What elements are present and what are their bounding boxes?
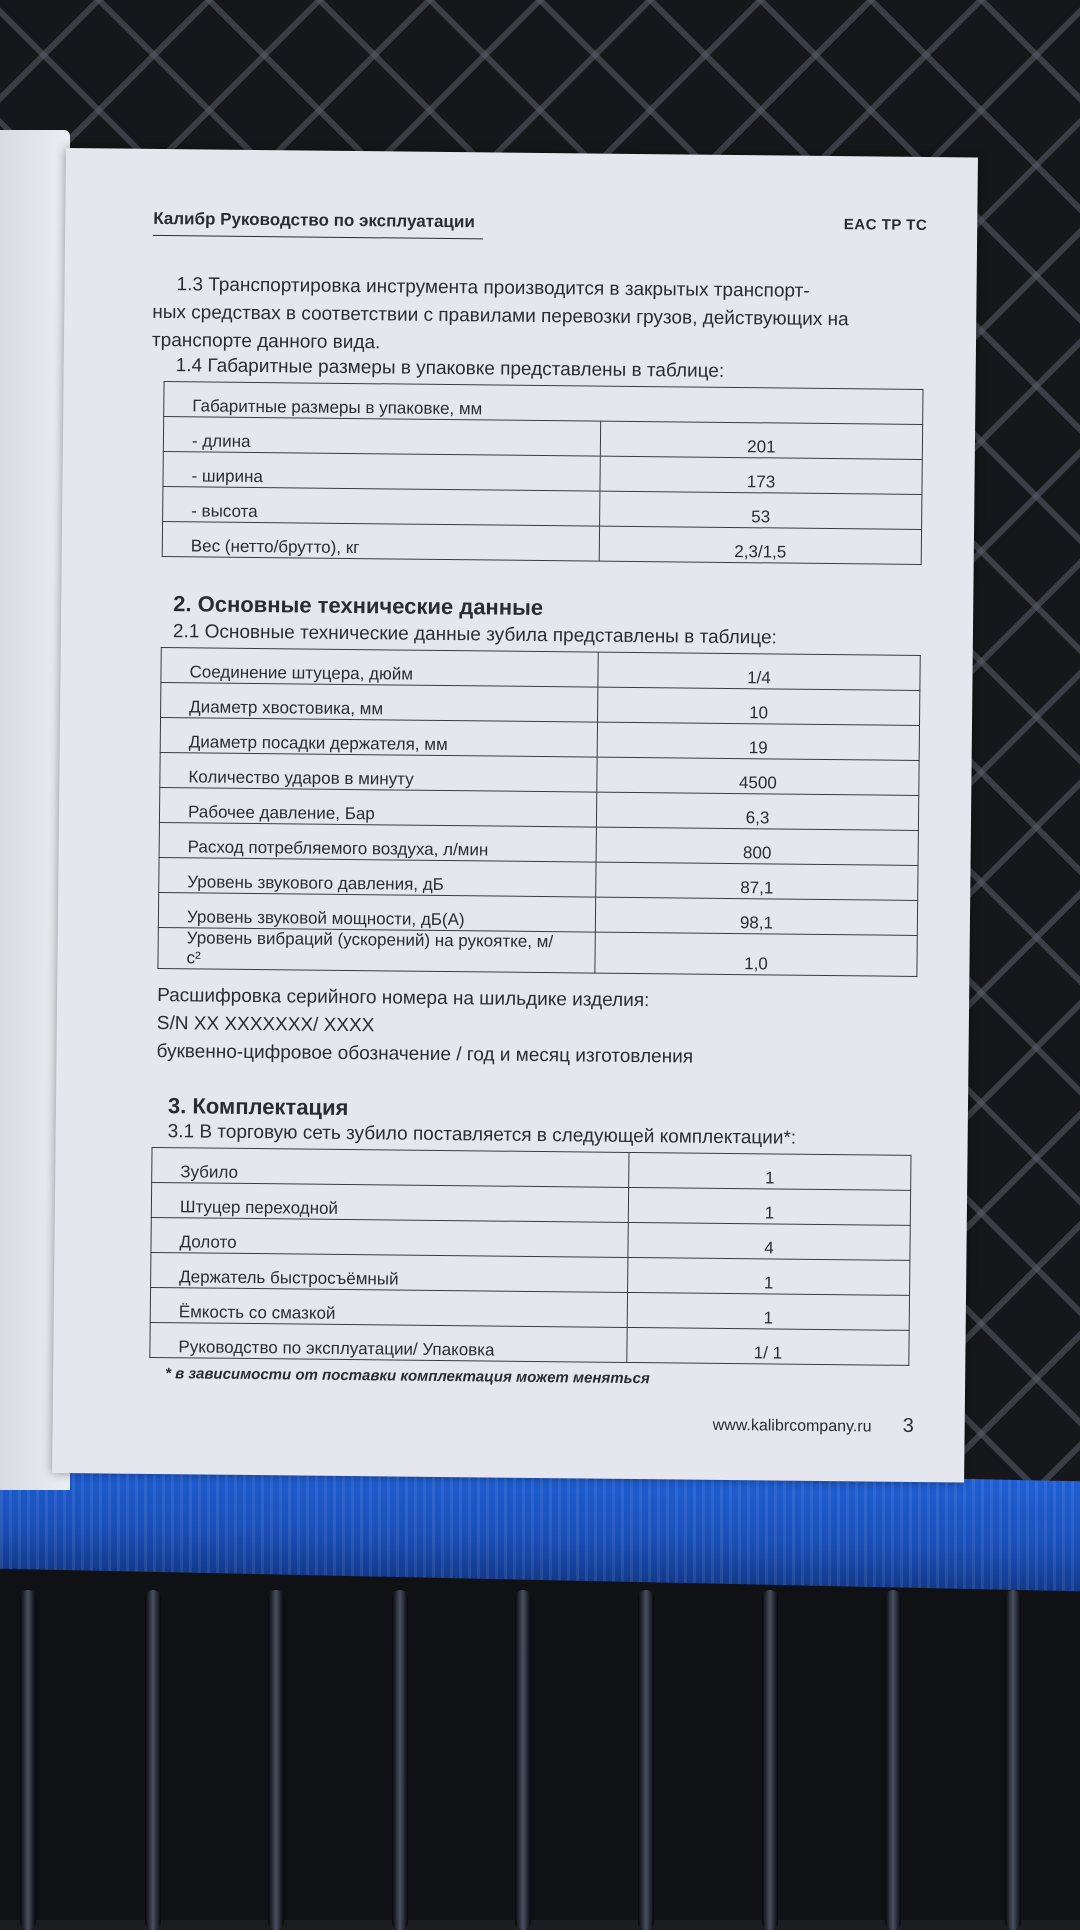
section-2-heading: 2. Основные технические данные: [173, 591, 544, 621]
table-cell-label: - длина: [163, 417, 600, 457]
table-cell-label: Уровень вибраций (ускорений) на рукоятке, м/с²: [158, 928, 595, 974]
certification-mark: EAC TP TC: [843, 216, 928, 235]
paragraph-line: 1.3 Транспортировка инструмента производится в закрытых транспорт-: [176, 274, 810, 302]
table-cell-label: Соединение штуцера, дюйм: [161, 648, 598, 688]
serial-description: буквенно-цифровое обозначение / год и месяц изготовления: [156, 1040, 694, 1068]
footnote: * в зависимости от поставки комплектация может меняться: [165, 1365, 650, 1388]
table-cell-value: 1/ 1: [627, 1327, 909, 1365]
floor-groove: [638, 1590, 654, 1930]
car-floor-background: [0, 1545, 1080, 1920]
table-cell-label: Штуцер переходной: [151, 1182, 628, 1222]
kit-table: [149, 1147, 911, 1366]
table-cell-value: 1,0: [595, 932, 917, 976]
table-cell-value: 1: [628, 1187, 910, 1225]
header-title: Калибр Руководство по эксплуатации: [153, 209, 483, 239]
table-cell-label: Держатель быстросъёмный: [151, 1252, 628, 1292]
floor-groove: [268, 1590, 284, 1930]
table-cell-value: 173: [600, 456, 922, 494]
table-cell-label: Зубило: [152, 1147, 629, 1187]
table-cell-value: 4500: [597, 757, 919, 795]
table-cell-label: - ширина: [163, 452, 600, 492]
table-cell-value: 1: [629, 1152, 911, 1190]
floor-groove: [392, 1590, 408, 1930]
floor-groove: [762, 1590, 778, 1930]
table-cell-value: 87,1: [596, 862, 918, 900]
page-number: 3: [902, 1414, 914, 1437]
table-cell-value: 98,1: [595, 897, 917, 935]
table-cell-value: 201: [600, 421, 922, 459]
table-cell-value: 2,3/1,5: [599, 526, 921, 564]
table-cell-value: 4: [628, 1222, 910, 1260]
table-cell-value: 800: [596, 827, 918, 865]
page-header: [153, 209, 927, 251]
floor-groove: [20, 1590, 36, 1930]
table-cell-label: Расход потребляемого воздуха, л/мин: [159, 823, 596, 863]
table-cell-label: Диаметр хвостовика, мм: [161, 683, 598, 723]
table-cell-label: Количество ударов в минуту: [160, 753, 597, 793]
table-cell-value: 1/4: [598, 652, 920, 690]
section-3-heading: 3. Комплектация: [167, 1093, 349, 1121]
paragraph-1-3: [152, 271, 941, 363]
table-cell-value: 1: [628, 1257, 910, 1295]
paragraph-line: транспорте данного вида.: [151, 329, 381, 354]
table-cell-label: Ёмкость со смазкой: [150, 1287, 627, 1327]
table-cell-label: Рабочее давление, Бар: [159, 788, 596, 828]
serial-format: S/N XX XXXXXXX/ XXXX: [156, 1012, 375, 1037]
paragraph-line: ных средствах в соответствии с правилами перевозки грузов, действующих на: [152, 301, 849, 331]
serial-title: Расшифровка серийного номера на шильдике изделия:: [157, 985, 650, 1012]
table-cell-value: 1: [627, 1292, 909, 1330]
table-cell-label: Диаметр посадки держателя, мм: [160, 718, 597, 758]
footer-url: www.kalibrcompany.ru: [712, 1416, 872, 1436]
table-cell-value: 6,3: [596, 792, 918, 830]
table-row: [150, 1322, 909, 1365]
table-cell-label: Уровень звукового давления, дБ: [159, 858, 596, 898]
paragraph-3-1: 3.1 В торговую сеть зубило поставляется в следующей комплектации*:: [167, 1121, 797, 1149]
floor-groove: [885, 1590, 901, 1930]
table-row: [158, 928, 917, 977]
table-cell-label: Уровень звуковой мощности, дБ(А): [158, 893, 595, 933]
manual-page: [52, 148, 978, 1482]
table-cell-value: 10: [598, 687, 920, 725]
table-row: [162, 522, 921, 565]
paragraph-1-4: 1.4 Габаритные размеры в упаковке представлены в таблице:: [175, 355, 725, 382]
table-cell-value: 19: [597, 722, 919, 760]
table-header-cell: Габаритные размеры в упаковке, мм: [164, 382, 923, 425]
floor-groove: [1005, 1590, 1021, 1930]
table-cell-label: - высота: [163, 487, 600, 527]
specs-table: [157, 647, 920, 977]
table-cell-label: Долото: [151, 1217, 628, 1257]
paragraph-2-1: 2.1 Основные технические данные зубила представлены в таблице:: [172, 621, 777, 649]
floor-groove: [145, 1590, 161, 1930]
dimensions-table: [162, 381, 924, 565]
table-cell-label: Руководство по эксплуатации/ Упаковка: [150, 1322, 627, 1362]
table-cell-label: Вес (нетто/брутто), кг: [162, 522, 599, 562]
table-cell-value: 53: [600, 491, 922, 529]
floor-groove: [515, 1590, 531, 1930]
